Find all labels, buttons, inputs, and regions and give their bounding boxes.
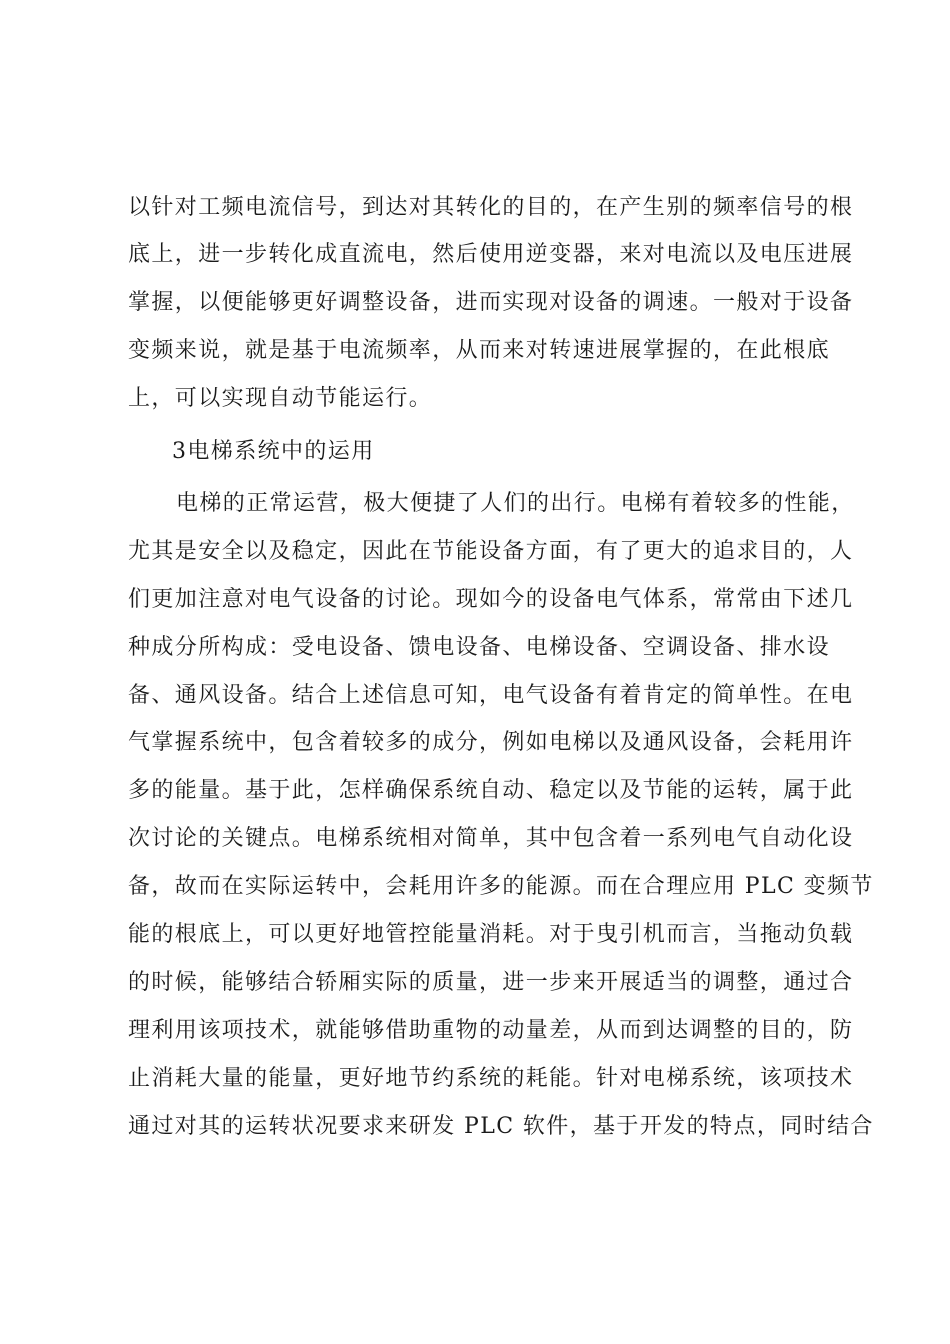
paragraph-line: 理利用该项技术，就能够借助重物的动量差，从而到达调整的目的，防 [128, 1018, 854, 1043]
paragraph-line: 尤其是安全以及稳定，因此在节能设备方面，有了更大的追求目的，人 [128, 539, 854, 564]
paragraph-line: 们更加注意对电气设备的讨论。现如今的设备电气体系，常常由下述几 [128, 587, 854, 612]
paragraph-line: 种成分所构成：受电设备、馈电设备、电梯设备、空调设备、排水设 [128, 635, 831, 660]
paragraph-line: 掌握，以便能够更好调整设备，进而实现对设备的调速。一般对于设备 [128, 290, 854, 315]
paragraph-line: 备、通风设备。结合上述信息可知，电气设备有着肯定的简单性。在电 [128, 683, 854, 708]
section-heading: 3电梯系统中的运用 [172, 439, 375, 464]
paragraph-line: 次讨论的关键点。电梯系统相对简单，其中包含着一系列电气自动化设 [128, 826, 854, 851]
paragraph-line: 备，故而在实际运转中，会耗用许多的能源。而在合理应用 PLC 变频节 [128, 874, 874, 899]
paragraph-line: 底上，进一步转化成直流电，然后使用逆变器，来对电流以及电压进展 [128, 242, 854, 267]
paragraph-line: 以针对工频电流信号，到达对其转化的目的，在产生别的频率信号的根 [128, 195, 854, 220]
paragraph-line: 的时候，能够结合轿厢实际的质量，进一步来开展适当的调整，通过合 [128, 970, 854, 995]
paragraph-line: 电梯的正常运营，极大便捷了人们的出行。电梯有着较多的性能， [176, 491, 855, 516]
paragraph-line: 上，可以实现自动节能运行。 [128, 386, 433, 411]
paragraph-line: 变频来说，就是基于电流频率，从而来对转速进展掌握的，在此根底 [128, 338, 831, 363]
paragraph-line: 止消耗大量的能量，更好地节约系统的耗能。针对电梯系统，该项技术 [128, 1066, 854, 1091]
paragraph-line: 多的能量。基于此，怎样确保系统自动、稳定以及节能的运转，属于此 [128, 778, 854, 803]
paragraph-line: 气掌握系统中，包含着较多的成分，例如电梯以及通风设备，会耗用许 [128, 730, 854, 755]
paragraph-line: 能的根底上，可以更好地管控能量消耗。对于曳引机而言，当拖动负载 [128, 922, 854, 947]
paragraph-line: 通过对其的运转状况要求来研发 PLC 软件，基于开发的特点，同时结合 [128, 1114, 874, 1139]
